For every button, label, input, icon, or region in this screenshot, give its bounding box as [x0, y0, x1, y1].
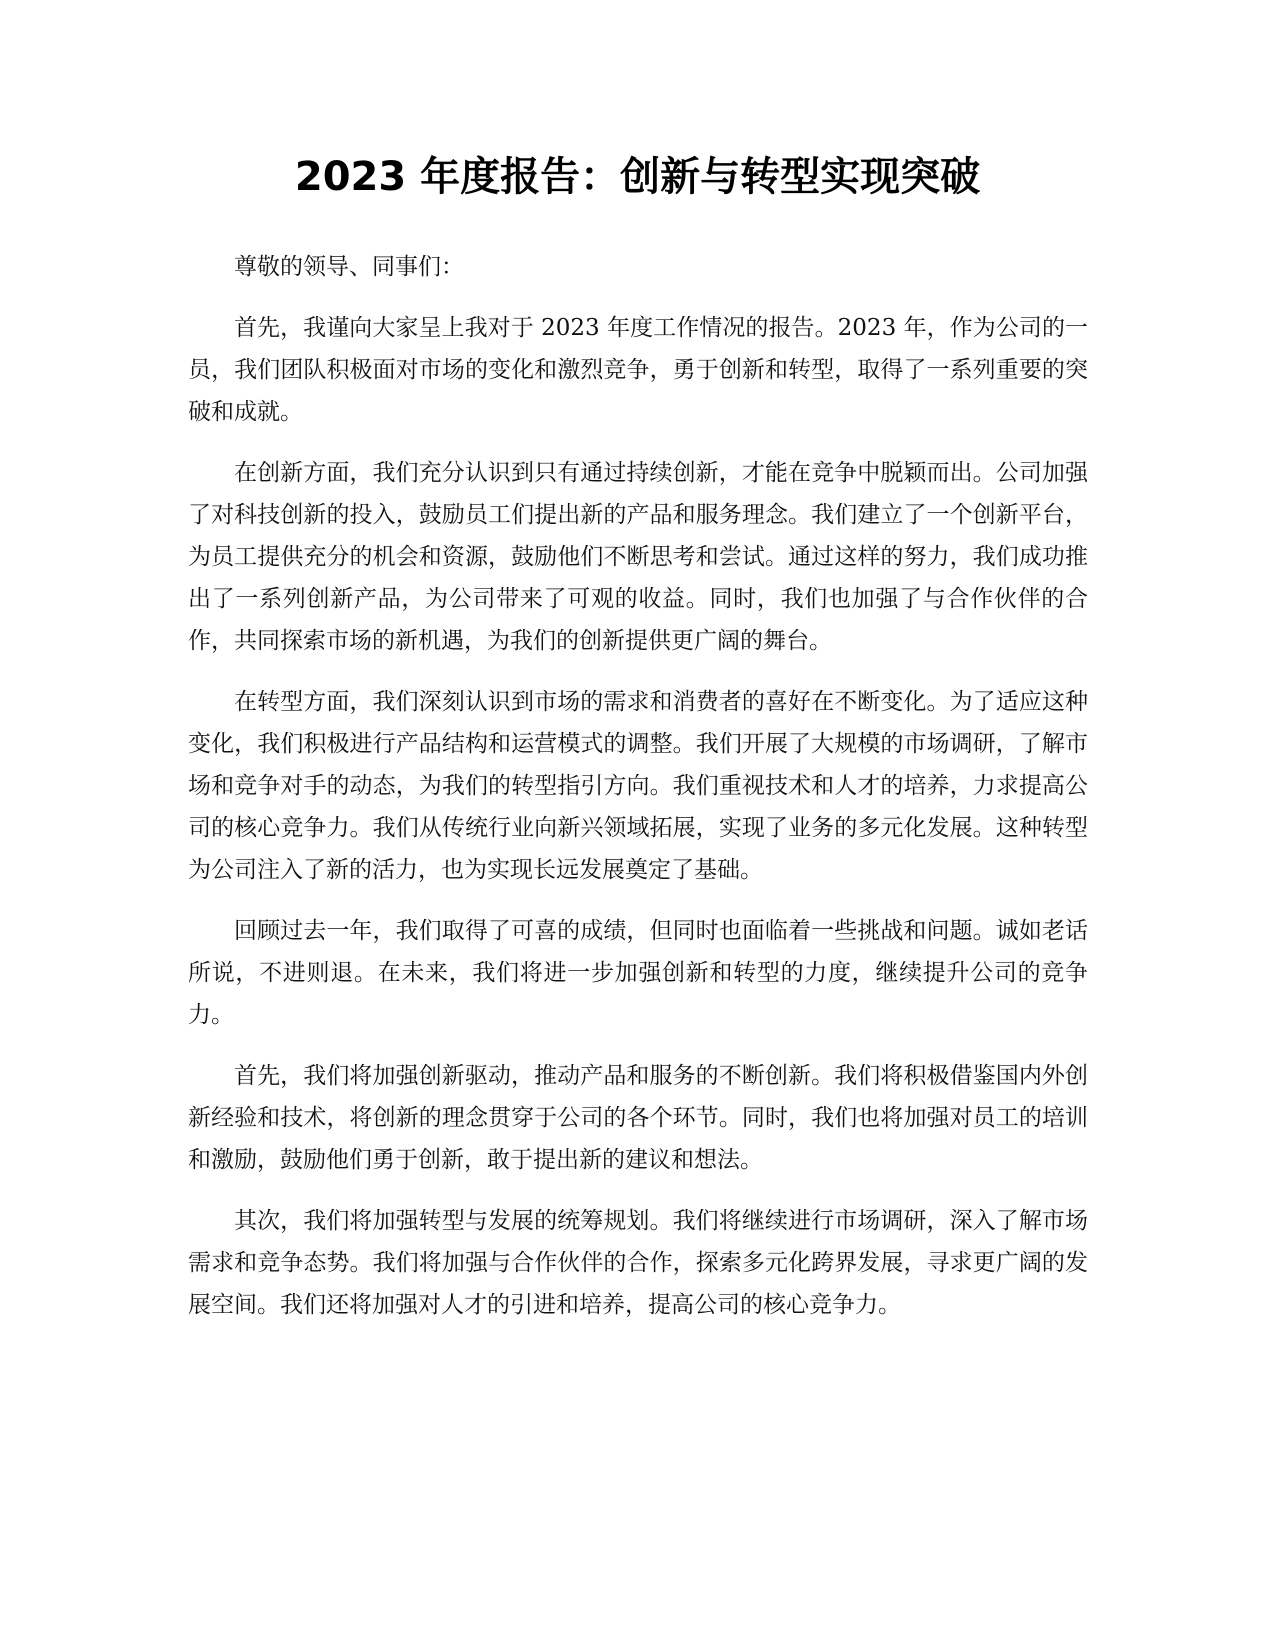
- paragraph-transformation: 在转型方面，我们深刻认识到市场的需求和消费者的喜好在不断变化。为了适应这种变化，我们积极进行产品结构和运营模式的调整。我们开展了大规模的市场调研，了解市场和竞争对手的动态，为我们的转型指引方向。我们重视技术和人才的培养，力求提高公司的核心竞争力。我们从传统行业向新兴领域拓展，实现了业务的多元化发展。这种转型为公司注入了新的活力，也为实现长远发展奠定了基础。: [188, 689, 1088, 883]
- paragraph-review: 回顾过去一年，我们取得了可喜的成绩，但同时也面临着一些挑战和问题。诚如老话所说，不进则退。在未来，我们将进一步加强创新和转型的力度，继续提升公司的竞争力。: [188, 918, 1088, 1028]
- salutation: 尊敬的领导、同事们：: [234, 254, 464, 280]
- document-body: [188, 246, 1088, 1345]
- document-title: 2023 年度报告：创新与转型实现突破: [294, 154, 981, 200]
- paragraph-intro: 首先，我谨向大家呈上我对于 2023 年度工作情况的报告。2023 年，作为公司的一员，我们团队积极面对市场的变化和激烈竞争，勇于创新和转型，取得了一系列重要的突破和成就。: [188, 315, 1088, 425]
- paragraph-innovation: 在创新方面，我们充分认识到只有通过持续创新，才能在竞争中脱颖而出。公司加强了对科技创新的投入，鼓励员工们提出新的产品和服务理念。我们建立了一个创新平台，为员工提供充分的机会和资源，鼓励他们不断思考和尝试。通过这样的努力，我们成功推出了一系列创新产品，为公司带来了可观的收益。同时，我们也加强了与合作伙伴的合作，共同探索市场的新机遇，为我们的创新提供更广阔的舞台。: [188, 460, 1088, 654]
- paragraph-plan-transformation: 其次，我们将加强转型与发展的统筹规划。我们将继续进行市场调研，深入了解市场需求和竞争态势。我们将加强与合作伙伴的合作，探索多元化跨界发展，寻求更广阔的发展空间。我们还将加强对人才的引进和培养，提高公司的核心竞争力。: [188, 1208, 1088, 1318]
- paragraph-plan-innovation: 首先，我们将加强创新驱动，推动产品和服务的不断创新。我们将积极借鉴国内外创新经验和技术，将创新的理念贯穿于公司的各个环节。同时，我们也将加强对员工的培训和激励，鼓励他们勇于创新，敢于提出新的建议和想法。: [188, 1063, 1088, 1173]
